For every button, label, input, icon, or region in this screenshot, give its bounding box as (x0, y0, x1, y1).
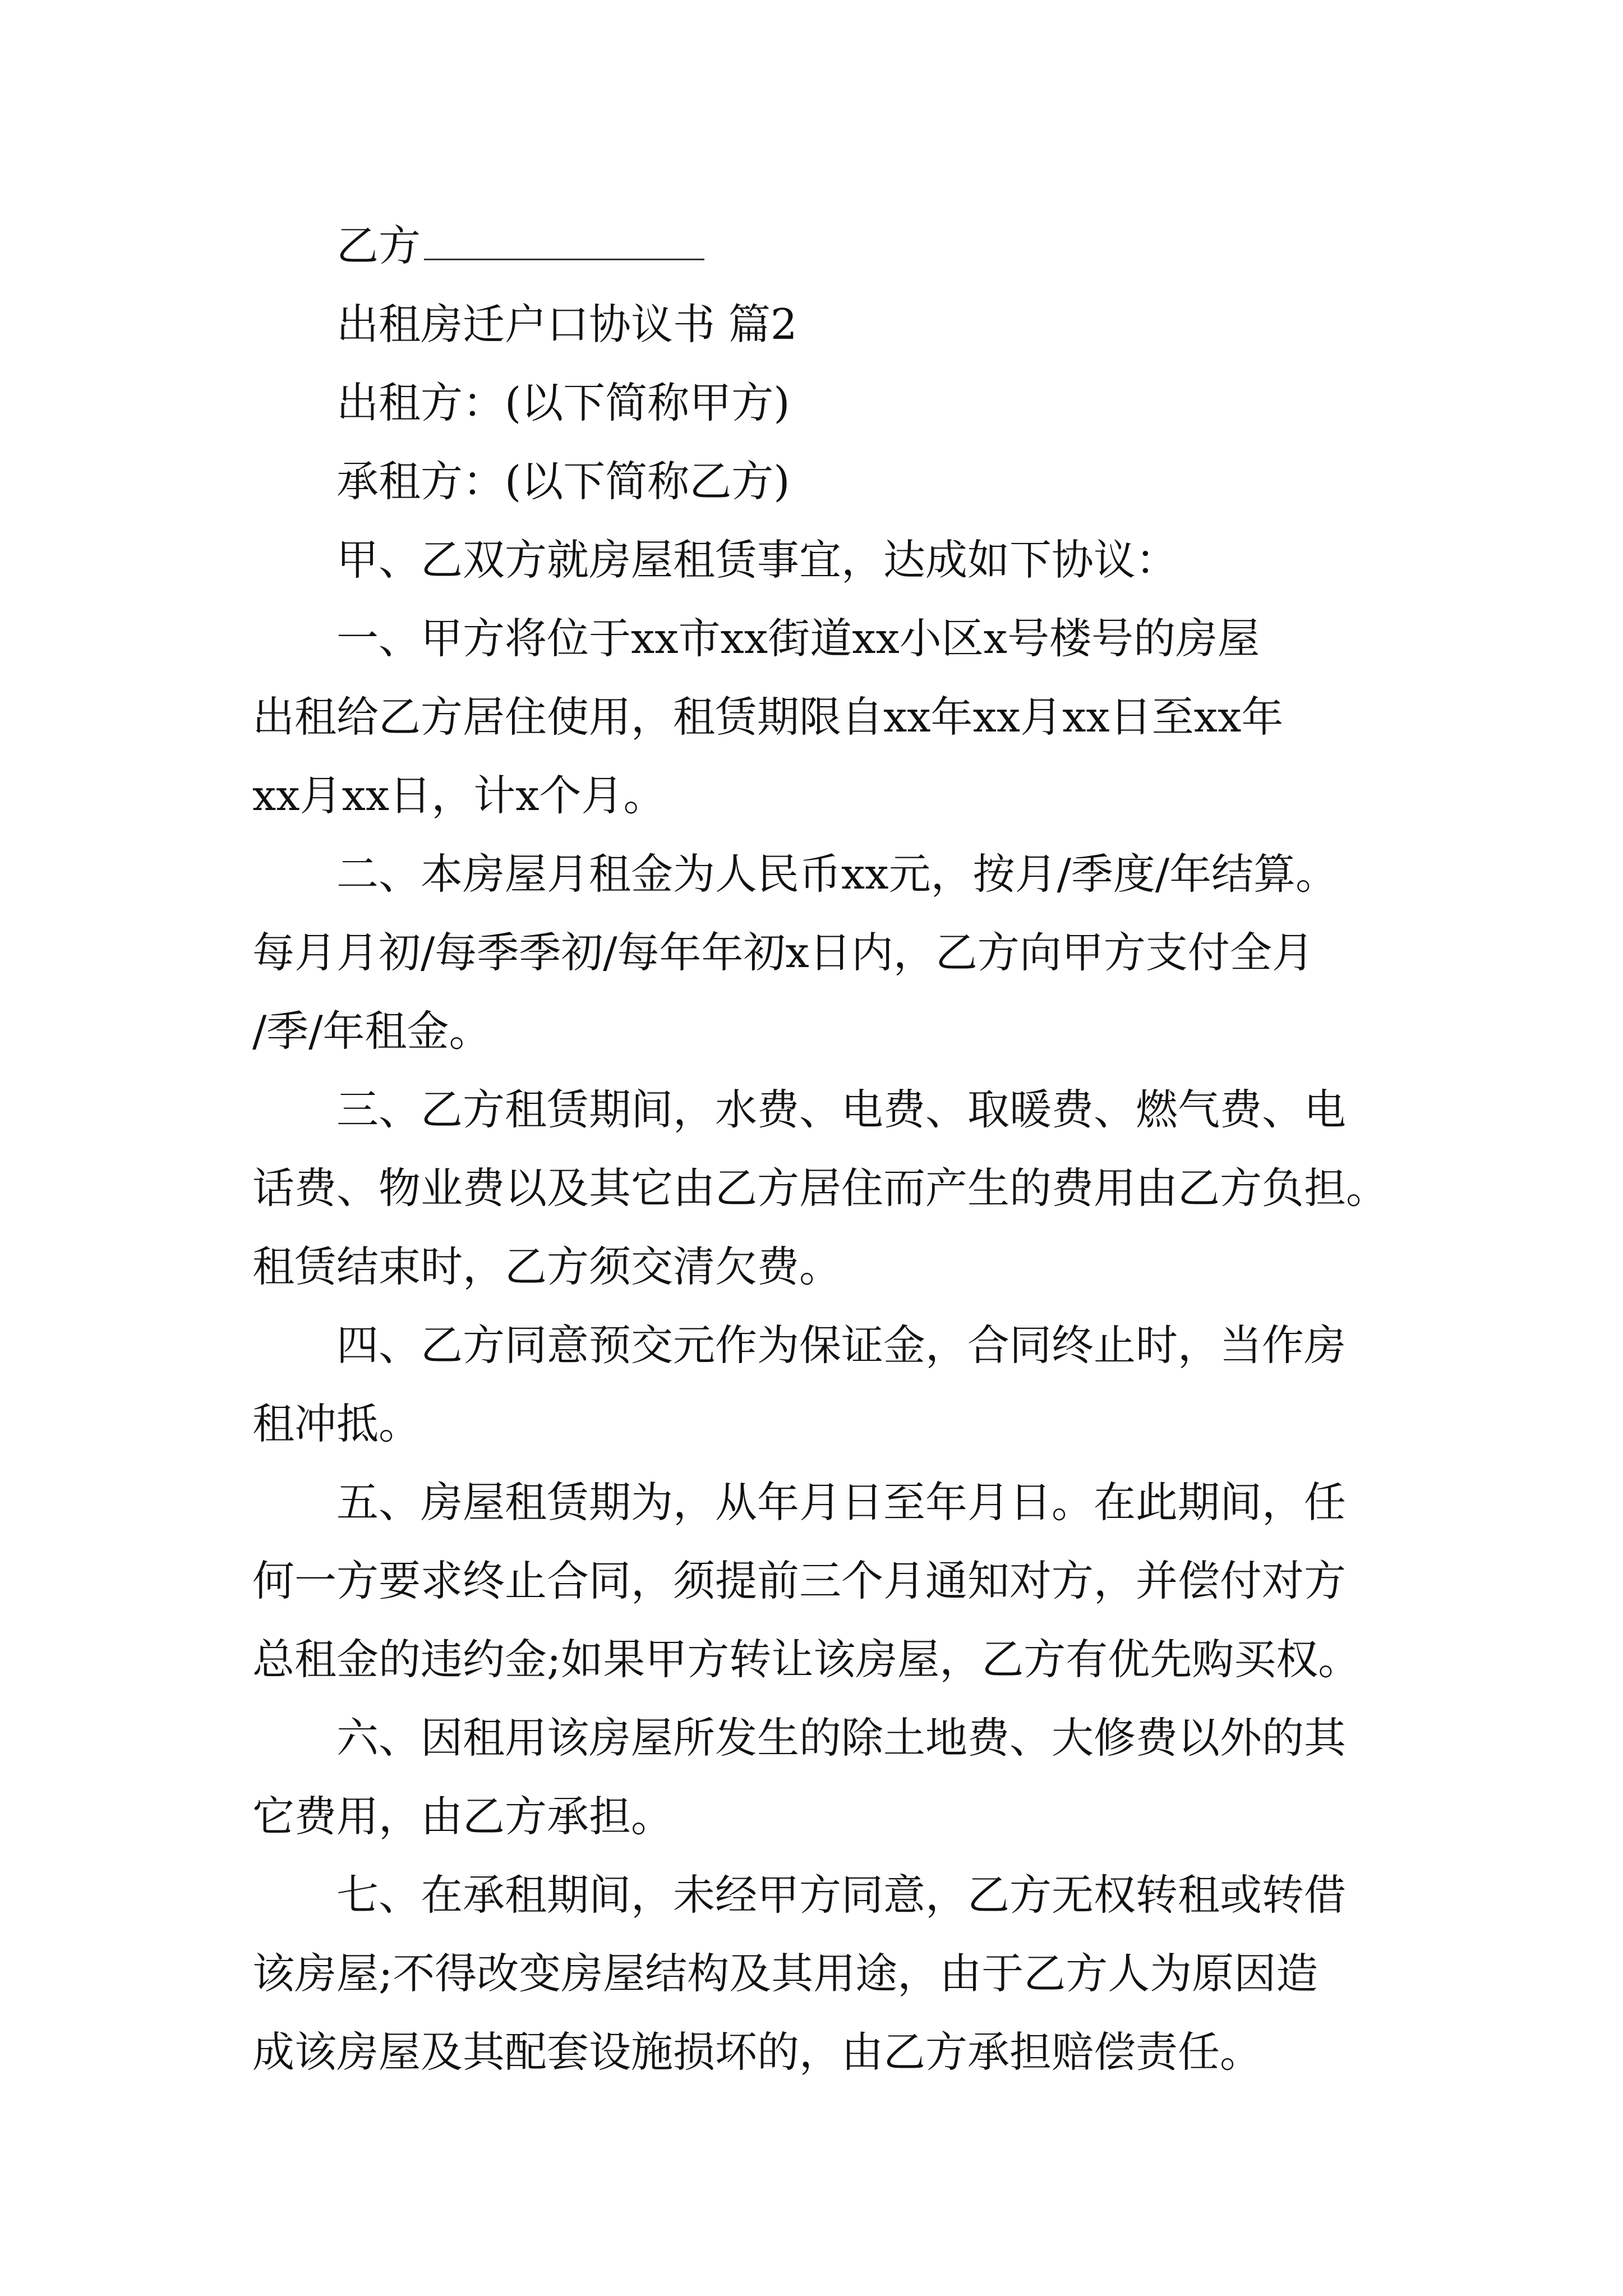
clause-3-line-1: 三、乙方租赁期间，水费、电费、取暖费、燃气费、电 (336, 1085, 1347, 1134)
party-b-label: 乙方 (336, 221, 421, 270)
clause-2-line-1: 二、本房屋月租金为人民币xx元，按月/季度/年结算。 (336, 849, 1338, 899)
clause-1-line-1: 一、甲方将位于xx市xx街道xx小区x号楼号的房屋 (336, 614, 1260, 663)
clause-7-line-1: 七、在承租期间，未经甲方同意，乙方无权转租或转借 (336, 1870, 1347, 1920)
clause-5-line-3: 总租金的违约金;如果甲方转让该房屋，乙方有优先购买权。 (252, 1635, 1361, 1684)
document-body (252, 206, 1396, 2091)
clause-7-line-2: 该房屋;不得改变房屋结构及其用途，由于乙方人为原因造 (252, 1949, 1318, 1998)
clause-1-line-3: xx月xx日，计x个月。 (252, 771, 666, 820)
clause-1-line-2: 出租给乙方居住使用，租赁期限自xx年xx月xx日至xx年 (252, 692, 1284, 742)
lessor-line: 出租方：(以下简称甲方) (336, 378, 790, 427)
clause-2-line-2: 每月月初/每季季初/每年年初x日内，乙方向甲方支付全月 (252, 928, 1314, 977)
clause-2-line-3: /季/年租金。 (252, 1006, 491, 1056)
clause-7-line-3: 成该房屋及其配套设施损坏的，由乙方承担赔偿责任。 (252, 2027, 1262, 2077)
clause-5-line-2: 何一方要求终止合同，须提前三个月通知对方，并偿付对方 (252, 1556, 1347, 1605)
signature-blank (424, 216, 704, 260)
clause-4-line-1: 四、乙方同意预交元作为保证金，合同终止时，当作房 (336, 1320, 1347, 1370)
clause-6-line-1: 六、因租用该房屋所发生的除土地费、大修费以外的其 (336, 1713, 1347, 1763)
section-title: 出租房迁户口协议书 篇2 (336, 300, 797, 349)
lessee-line: 承租方：(以下简称乙方) (336, 457, 790, 506)
party-b-signature-line (252, 206, 1396, 285)
intro-line: 甲、乙双方就房屋租赁事宜，达成如下协议： (336, 535, 1178, 585)
clause-3-line-2: 话费、物业费以及其它由乙方居住而产生的费用由乙方负担。 (252, 1163, 1389, 1213)
clause-3-line-3: 租赁结束时，乙方须交清欠费。 (252, 1242, 842, 1291)
clause-4-line-2: 租冲抵。 (252, 1399, 421, 1448)
clause-5-line-1: 五、房屋租赁期为，从年月日至年月日。在此期间，任 (336, 1478, 1347, 1527)
clause-6-line-2: 它费用，由乙方承担。 (252, 1792, 674, 1841)
